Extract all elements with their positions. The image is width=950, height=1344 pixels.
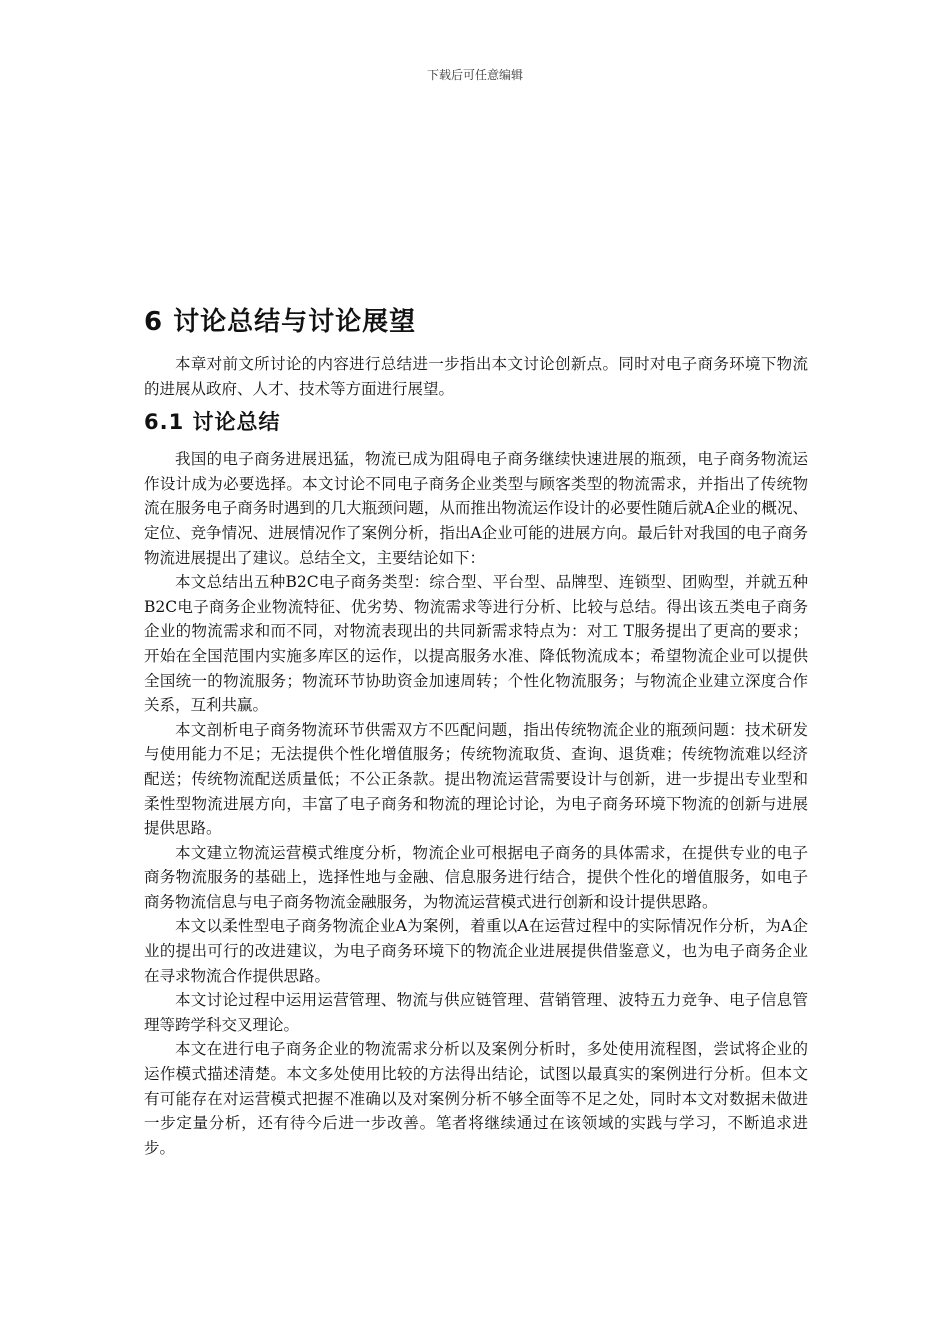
document-body xyxy=(144,302,808,1160)
body-paragraph-6: 本文讨论过程中运用运营管理、物流与供应链管理、营销管理、波特五力竞争、电子信息管理等跨学科交叉理论。 xyxy=(144,991,808,1034)
body-paragraph-2: 本文总结出五种B2C电子商务类型：综合型、平台型、品牌型、连锁型、团购型，并就五种B2C电子商务企业物流特征、优劣势、物流需求等进行分析、比较与总结。得出该五类电子商务企业的物流需求和而不同，对物流表现出的共同新需求特点为：对工 T服务提出了更高的要求；开始在全国范围内实施多库区的运作，以提高服务水准、降低物流成本；希望物流企业可以提供全国统一的物流服务；物流环节协助资金加速周转；个性化物流服务；与物流企业建立深度合作关系，互利共赢。 xyxy=(144,573,808,715)
body-paragraph-7: 本文在进行电子商务企业的物流需求分析以及案例分析时，多处使用流程图，尝试将企业的运作模式描述清楚。本文多处使用比较的方法得出结论，试图以最真实的案例进行分析。但本文有可能存在对运营模式把握不准确以及对案例分析不够全面等不足之处，同时本文对数据未做进一步定量分析，还有待今后进一步改善。笔者将继续通过在该领域的实践与学习，不断追求进步。 xyxy=(144,1040,808,1157)
section-title: 6.1 讨论总结 xyxy=(144,410,281,435)
body-paragraph-5: 本文以柔性型电子商务物流企业A为案例，着重以A在运营过程中的实际情况作分析，为A企业的提出可行的改进建议，为电子商务环境下的物流企业进展提供借鉴意义，也为电子商务企业在寻求物流合作提供思路。 xyxy=(144,917,808,985)
chapter-intro-paragraph: 本章对前文所讨论的内容进行总结进一步指出本文讨论创新点。同时对电子商务环境下物流的进展从政府、人才、技术等方面进行展望。 xyxy=(144,355,808,398)
body-paragraph-4: 本文建立物流运营模式维度分析，物流企业可根据电子商务的具体需求，在提供专业的电子商务物流服务的基础上，选择性地与金融、信息服务进行结合，提供个性化的增值服务，如电子商务物流信息与电子商务物流金融服务，为物流运营模式进行创新和设计提供思路。 xyxy=(144,843,808,911)
chapter-title: 6 讨论总结与讨论展望 xyxy=(144,307,417,337)
page-header: 下载后可任意编辑 xyxy=(426,68,523,82)
body-paragraph-1: 我国的电子商务进展迅猛，物流已成为阻碍电子商务继续快速进展的瓶颈，电子商务物流运作设计成为必要选择。本文讨论不同电子商务企业类型与顾客类型的物流需求，并指出了传统物流在服务电子商务时遇到的几大瓶颈问题，从而推出物流运作设计的必要性随后就A企业的概况、定位、竞争情况、进展情况作了案例分析，指出A企业可能的进展方向。最后针对我国的电子商务物流进展提出了建议。总结全文，主要结论如下： xyxy=(144,450,808,567)
body-paragraph-3: 本文剖析电子商务物流环节供需双方不匹配问题，指出传统物流企业的瓶颈问题：技术研发与使用能力不足；无法提供个性化增值服务；传统物流取货、查询、退货难；传统物流难以经济配送；传统物流配送质量低；不公正条款。提出物流运营需要设计与创新，进一步提出专业型和柔性型物流进展方向，丰富了电子商务和物流的理论讨论，为电子商务环境下物流的创新与进展提供思路。 xyxy=(144,720,808,838)
